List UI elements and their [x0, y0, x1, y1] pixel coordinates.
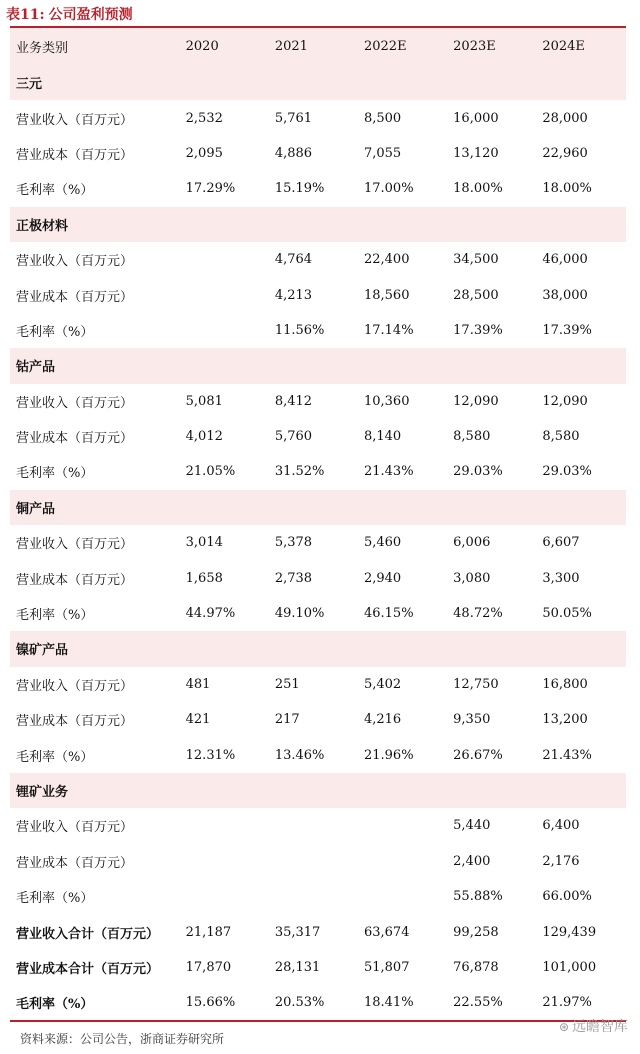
- value-cell: [536, 348, 626, 383]
- value-cell: 21,187: [185, 924, 232, 940]
- value-cell: [269, 808, 358, 843]
- value-cell: [180, 348, 269, 383]
- value-cell: 16,000: [453, 110, 499, 126]
- value-cell: [447, 207, 536, 242]
- row-label: 营业成本（百万元）: [16, 855, 134, 871]
- value-cell: 22.55%: [453, 994, 503, 1010]
- value-cell: 3,080: [453, 570, 491, 586]
- value-cell: [536, 207, 626, 242]
- section-row: [10, 348, 626, 383]
- value-cell: 129,439: [542, 924, 597, 940]
- value-cell: 12.31%: [185, 747, 236, 763]
- value-cell: 421: [185, 712, 211, 728]
- value-cell: 29.03%: [453, 464, 503, 480]
- row-label: 营业成本（百万元）: [16, 572, 134, 588]
- value-cell: 4,213: [274, 287, 313, 303]
- table-row: [10, 879, 626, 914]
- value-cell: 18.00%: [453, 181, 503, 197]
- value-cell: 17.39%: [542, 322, 592, 338]
- value-cell: [358, 348, 447, 383]
- table-row: [10, 737, 626, 772]
- watermark-text: 远瞻智库: [572, 1019, 628, 1035]
- value-cell: 51,807: [363, 959, 410, 975]
- table-row: [10, 100, 626, 135]
- value-cell: [447, 65, 536, 100]
- value-cell: 20.53%: [274, 994, 325, 1010]
- value-cell: 12,090: [453, 393, 499, 409]
- value-cell: 4,886: [274, 145, 313, 161]
- value-cell: [180, 773, 269, 808]
- value-cell: 251: [274, 676, 300, 692]
- value-cell: 8,580: [453, 429, 491, 445]
- value-cell: 5,402: [363, 676, 402, 692]
- table-row: [10, 844, 626, 879]
- value-cell: [447, 348, 536, 383]
- row-label: 营业成本（百万元）: [16, 147, 134, 163]
- value-cell: 66.00%: [542, 889, 592, 905]
- header-cell-category: 业务类别: [16, 41, 69, 56]
- watermark-icon: ⊛: [558, 1020, 569, 1034]
- value-cell: 28,500: [453, 287, 499, 303]
- value-cell: 49.10%: [274, 606, 325, 622]
- section-row: [10, 631, 626, 666]
- value-cell: [536, 631, 626, 666]
- value-cell: 13,200: [542, 712, 588, 728]
- value-cell: 481: [185, 676, 211, 692]
- value-cell: 63,674: [363, 924, 410, 940]
- row-label: 营业成本（百万元）: [16, 714, 134, 730]
- value-cell: 2,738: [274, 570, 313, 586]
- value-cell: 15.66%: [185, 994, 236, 1010]
- value-cell: 17.00%: [363, 181, 414, 197]
- value-cell: [180, 844, 269, 879]
- value-cell: 31.52%: [274, 464, 325, 480]
- table-row: [10, 136, 626, 171]
- table-row: [10, 454, 626, 489]
- value-cell: 17.39%: [453, 322, 503, 338]
- value-cell: 34,500: [453, 252, 499, 268]
- value-cell: 17.29%: [185, 181, 236, 197]
- value-cell: 12,750: [453, 676, 499, 692]
- value-cell: 21.43%: [363, 464, 414, 480]
- value-cell: [358, 65, 447, 100]
- forecast-table: [10, 26, 626, 1022]
- value-cell: [358, 631, 447, 666]
- value-cell: [269, 490, 358, 525]
- value-cell: 12,090: [542, 393, 588, 409]
- value-cell: [269, 631, 358, 666]
- value-cell: [358, 808, 447, 843]
- value-cell: 21.43%: [542, 747, 592, 763]
- table-row: [10, 667, 626, 702]
- value-cell: [269, 844, 358, 879]
- value-cell: [358, 844, 447, 879]
- row-label: 毛利率（%）: [16, 608, 94, 624]
- value-cell: [447, 490, 536, 525]
- row-label: 钴产品: [16, 360, 56, 376]
- value-cell: 5,081: [185, 393, 223, 409]
- value-cell: 46.15%: [363, 606, 414, 622]
- table-row: [10, 384, 626, 419]
- value-cell: [536, 490, 626, 525]
- value-cell: 5,760: [274, 429, 313, 445]
- header-cell-2024e: 2024E: [542, 39, 585, 54]
- value-cell: 101,000: [542, 959, 597, 975]
- row-label: 营业收入（百万元）: [16, 254, 134, 270]
- row-label: 毛利率（%）: [16, 996, 94, 1012]
- table-number: 表11:: [6, 7, 45, 23]
- value-cell: 5,460: [363, 535, 402, 551]
- value-cell: 13.46%: [274, 747, 325, 763]
- value-cell: [180, 490, 269, 525]
- section-row: [10, 65, 626, 100]
- row-label: 三元: [16, 77, 43, 93]
- row-label: 正极材料: [16, 218, 69, 234]
- value-cell: 28,131: [274, 959, 321, 975]
- value-cell: 18.41%: [363, 994, 414, 1010]
- total-row: [10, 914, 626, 949]
- value-cell: 22,960: [542, 145, 588, 161]
- value-cell: 16,800: [542, 676, 588, 692]
- value-cell: 2,176: [542, 853, 580, 869]
- value-cell: 8,412: [274, 393, 313, 409]
- row-label: 锂矿业务: [16, 785, 69, 800]
- value-cell: 26.67%: [453, 747, 503, 763]
- section-row: [10, 490, 626, 525]
- value-cell: 5,440: [453, 818, 491, 834]
- value-cell: 15.19%: [274, 181, 325, 197]
- value-cell: 10,360: [363, 393, 410, 409]
- table-row: [10, 596, 626, 631]
- table-row: [10, 560, 626, 595]
- value-cell: 9,350: [453, 712, 491, 728]
- table-row: [10, 277, 626, 312]
- header-cell-2022e: 2022E: [363, 39, 407, 54]
- value-cell: [269, 773, 358, 808]
- value-cell: [180, 313, 269, 348]
- value-cell: 3,300: [542, 570, 580, 586]
- row-label: 毛利率（%）: [16, 324, 94, 340]
- value-cell: [536, 773, 626, 808]
- value-cell: [358, 773, 447, 808]
- value-cell: 46,000: [542, 252, 588, 268]
- watermark: [559, 1016, 628, 1036]
- value-cell: 1,658: [185, 570, 223, 586]
- value-cell: 4,012: [185, 429, 223, 445]
- value-cell: 55.88%: [453, 889, 503, 905]
- table-title: [6, 4, 133, 24]
- value-cell: 18,560: [363, 287, 410, 303]
- row-label: 毛利率（%）: [16, 183, 94, 199]
- row-label: 营业收入（百万元）: [16, 112, 134, 128]
- value-cell: [447, 631, 536, 666]
- value-cell: 4,216: [363, 712, 402, 728]
- value-cell: 2,940: [363, 570, 402, 586]
- value-cell: [536, 65, 626, 100]
- total-row: [10, 985, 626, 1020]
- value-cell: [269, 207, 358, 242]
- row-label: 营业成本（百万元）: [16, 431, 134, 447]
- value-cell: 2,532: [185, 110, 223, 126]
- value-cell: 2,400: [453, 853, 491, 869]
- value-cell: [358, 207, 447, 242]
- row-label: 铜产品: [16, 501, 56, 517]
- row-label: 营业收入合计（百万元）: [16, 926, 160, 942]
- row-label: 镍矿产品: [16, 643, 69, 659]
- value-cell: 217: [274, 712, 300, 728]
- value-cell: 4,764: [274, 252, 313, 268]
- table-row: [10, 525, 626, 560]
- table-row: [10, 313, 626, 348]
- value-cell: [180, 242, 269, 277]
- value-cell: [358, 879, 447, 914]
- row-label: 毛利率（%）: [16, 891, 94, 907]
- value-cell: 5,378: [274, 535, 313, 551]
- value-cell: 8,500: [363, 110, 402, 126]
- row-label: 毛利率（%）: [16, 466, 94, 482]
- section-row: [10, 773, 626, 808]
- value-cell: [358, 490, 447, 525]
- header-cell-2021: 2021: [274, 39, 308, 54]
- value-cell: [180, 631, 269, 666]
- value-cell: 17,870: [185, 959, 232, 975]
- value-cell: 50.05%: [542, 606, 592, 622]
- row-label: 营业收入（百万元）: [16, 678, 134, 694]
- value-cell: 44.97%: [185, 606, 236, 622]
- value-cell: 11.56%: [274, 322, 325, 338]
- value-cell: 29.03%: [542, 464, 592, 480]
- value-cell: 2,095: [185, 145, 223, 161]
- source-note: 资料来源：公司公告，浙商证券研究所: [20, 1032, 225, 1046]
- value-cell: 6,006: [453, 535, 491, 551]
- table-row: [10, 242, 626, 277]
- value-cell: 18.00%: [542, 181, 592, 197]
- value-cell: 5,761: [274, 110, 313, 126]
- value-cell: 3,014: [185, 535, 223, 551]
- row-label: 营业成本（百万元）: [16, 289, 134, 305]
- value-cell: 21.05%: [185, 464, 236, 480]
- value-cell: 7,055: [363, 145, 402, 161]
- value-cell: 28,000: [542, 110, 588, 126]
- table-row: [10, 419, 626, 454]
- value-cell: 38,000: [542, 287, 588, 303]
- header-cell-2020: 2020: [185, 39, 219, 54]
- row-label: 营业收入（百万元）: [16, 820, 134, 836]
- value-cell: [180, 808, 269, 843]
- table-row: [10, 702, 626, 737]
- value-cell: 6,400: [542, 818, 580, 834]
- value-cell: [269, 65, 358, 100]
- total-row: [10, 950, 626, 985]
- value-cell: [180, 65, 269, 100]
- table-row: [10, 171, 626, 206]
- value-cell: 99,258: [453, 924, 499, 940]
- value-cell: [180, 207, 269, 242]
- value-cell: 35,317: [274, 924, 321, 940]
- row-label: 毛利率（%）: [16, 749, 94, 765]
- header-row: [10, 27, 626, 65]
- table-row: [10, 808, 626, 843]
- value-cell: [269, 348, 358, 383]
- table-caption: 公司盈利预测: [48, 7, 133, 23]
- value-cell: [269, 879, 358, 914]
- value-cell: 21.96%: [363, 747, 414, 763]
- row-label: 营业成本合计（百万元）: [16, 961, 160, 977]
- value-cell: 22,400: [363, 252, 410, 268]
- value-cell: 8,580: [542, 429, 580, 445]
- header-cell-2023e: 2023E: [453, 39, 496, 54]
- value-cell: 8,140: [363, 429, 402, 445]
- section-row: [10, 207, 626, 242]
- value-cell: 48.72%: [453, 606, 503, 622]
- value-cell: 13,120: [453, 145, 499, 161]
- row-label: 营业收入（百万元）: [16, 395, 134, 411]
- value-cell: [180, 277, 269, 312]
- value-cell: 17.14%: [363, 322, 414, 338]
- value-cell: 76,878: [453, 959, 499, 975]
- value-cell: [447, 773, 536, 808]
- value-cell: 21.97%: [542, 994, 592, 1010]
- row-label: 营业收入（百万元）: [16, 537, 134, 553]
- value-cell: [180, 879, 269, 914]
- value-cell: 6,607: [542, 535, 580, 551]
